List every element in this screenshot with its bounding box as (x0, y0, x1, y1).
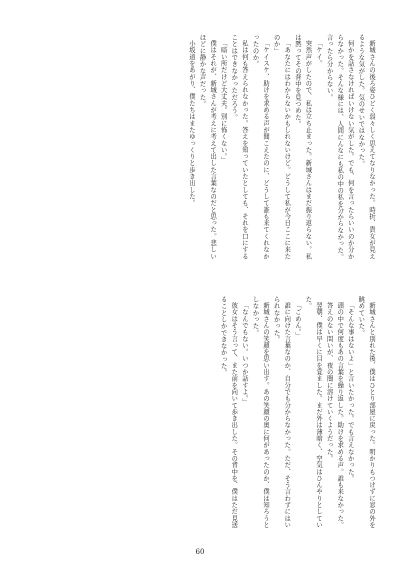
paragraph: 僕はそれが、新城さんが考えに考えて出した言葉なのだと思った。悲しいほどに静かな声だった。 (198, 34, 217, 260)
paragraph: 翌朝、僕は早くに目を覚ました。まだ外は薄暗く、空気はひんやりとしていた。 (304, 296, 323, 529)
paragraph: 新城さんと別れた後、僕はひとり部屋に戻った。明かりもつけずに窓の外を眺めていた。 (357, 296, 375, 529)
paragraph: 答えのない問いが、夜の闇に溶けていくようだった。 (325, 302, 333, 462)
paragraph: 私は何も答えられなかった。答えを知っていたとしても、それを口にすることはできなかっただろう。 (230, 34, 248, 260)
bottom-text-block (24, 296, 376, 532)
paragraph: 誰に向けた言葉なのか、自分でも分からなかった。ただ、そう言わずにはいられなかった。 (272, 296, 291, 529)
paragraph: 突然声がしたので、私は立ち止まった。新城さんはまだ振り返らない。私は黙ってその背中を見つめた。 (293, 34, 312, 260)
paragraph: 頭の中で何度もあの言葉を繰り返した。助けを求める声。誰も来なかった。 (336, 302, 344, 529)
page-number: 60 (195, 548, 205, 556)
paragraph: 「ごめん。」 (293, 302, 301, 340)
paragraph: 彼女はそう言って、また前を向いて歩き出した。その背中を、僕はただ見送ることしかできなかった。 (219, 296, 238, 529)
paragraph: 「ケイスケ、助けを求める声が聞こえたのに、どうして誰も来てくれなかったのか。 (251, 34, 270, 260)
paragraph: 新城さんの後ろ姿ひどく弱々しく思えてなりなかった。時折、貴女が見えるような気がした。気のせいではなかった。 (357, 34, 375, 260)
paragraph: 新城さんの笑顔を思い出す。あの笑顔の奥に何があったのか、僕は知ろうとしなかった。 (251, 296, 270, 529)
paragraph: 「なんでもない。いつか話すよ。」 (240, 302, 248, 406)
paragraph: 「暗い所だけど大丈夫。別に怖くない。」 (219, 40, 227, 164)
paragraph: 「そんな事はないよ」と言いたかった。でも言えなかった。 (346, 302, 354, 482)
top-text-block (24, 34, 376, 266)
paragraph: 「あなたにはわからないかもしれないけど。どうして私が今日ここに来たのか」 (272, 34, 291, 260)
paragraph: 小坂道をあがり、僕たちはまたゆっくりと歩き出した。 (187, 40, 195, 207)
paragraph: 「ケイ。 (315, 40, 323, 67)
paragraph: 何かを話さなければいけない気がした。でも、何を言ったらいいのか分からなかった。そんな様には、人間にんなにも私の中の私を分からなかった。言ったら分からない。 (325, 34, 354, 261)
